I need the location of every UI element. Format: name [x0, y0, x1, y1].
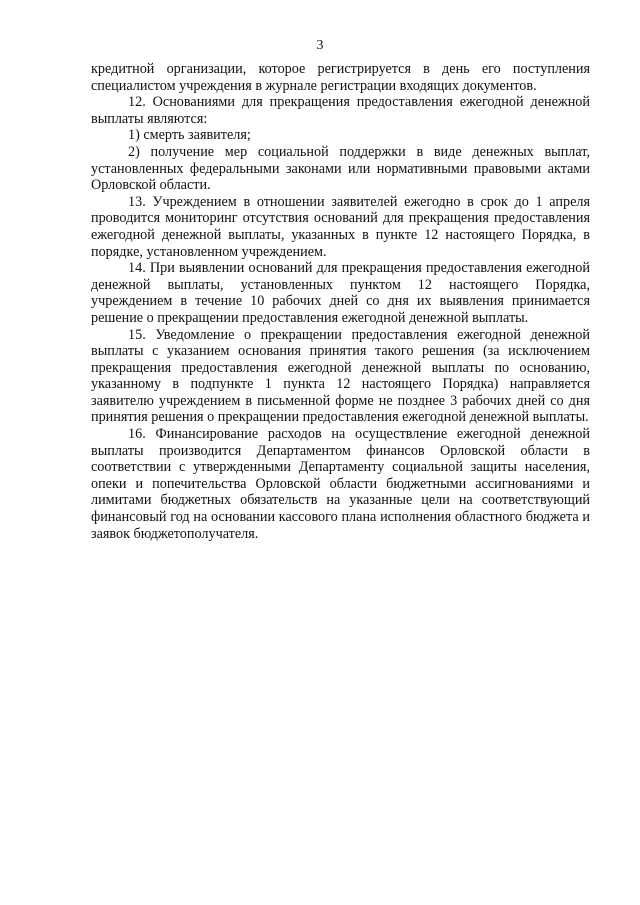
paragraph-12: 12. Основаниями для прекращения предоставления ежегодной денежной выплаты являются:: [91, 94, 590, 127]
paragraph-12-item-1: 1) смерть заявителя;: [128, 127, 251, 144]
paragraph-14: 14. При выявлении оснований для прекращения предоставления ежегодной денежной выплаты, установленных пунктом 12 настоящего Порядка, учреждением в течение 10 рабочих дней со дня их выявления принимается решение о прекращении предоставления ежегодной денежной выплаты.: [91, 260, 590, 326]
paragraph-13: 13. Учреждением в отношении заявителей ежегодно в срок до 1 апреля проводится мониторинг отсутствия оснований для прекращения предоставления ежегодной денежной выплаты, указанных в пункте 12 настоящего Порядка, в порядке, установленном учреждением.: [91, 193, 590, 260]
paragraph-16: 16. Финансирование расходов на осуществление ежегодной денежной выплаты производится Департаментом финансов Орловской области в соответствии с утвержденными Департаменту социальной защиты населения, опеки и попечительства Орловской области бюджетными ассигнованиями и лимитами бюджетных обязательств на указанные цели на соответствующий финансовый год на основании кассового плана исполнения областного бюджета и заявок бюджетополучателя.: [91, 426, 590, 542]
paragraph-continuation: кредитной организации, которое регистрируется в день его поступления специалистом учреждения в журнале регистрации входящих документов.: [91, 61, 590, 94]
document-body: [91, 61, 590, 542]
paragraph-15: 15. Уведомление о прекращении предоставления ежегодной денежной выплаты с указанием основания принятия такого решения (за исключением прекращения предоставления ежегодной денежной выплаты по основанию, указанному в подпункте 1 пункта 12 настоящего Порядка) направляется заявителю учреждением в письменной форме не позднее 3 рабочих дней со дня принятия решения о прекращении предоставления ежегодной денежной выплаты.: [91, 326, 590, 426]
paragraph-12-item-2: 2) получение мер социальной поддержки в виде денежных выплат, установленных федеральными законами или нормативными правовыми актами Орловской области.: [91, 143, 590, 194]
page-number: 3: [316, 38, 324, 53]
